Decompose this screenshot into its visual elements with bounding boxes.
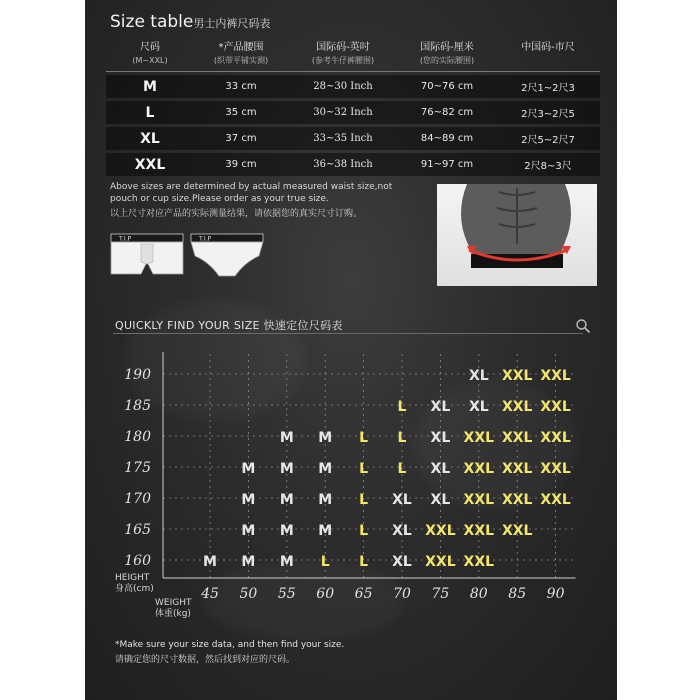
size-cell-mark: M [318,430,333,446]
size-cell-mark: XXL [540,492,571,508]
size-cell-mark: XL [430,461,451,477]
size-cell-mark: XL [430,492,451,508]
title-cn: 男士内裤尺码表 [193,17,271,30]
size-cell: L [145,104,155,121]
size-cell-mark: M [279,461,294,477]
inch-cell: 33~35 Inch [313,133,373,144]
x-tick-label: 80 [469,586,488,602]
x-axis-label: WEIGHT [155,598,192,608]
column-sublabel: (织带平铺实测) [213,56,269,65]
x-tick-label: 60 [316,586,335,602]
size-cell-mark: XXL [425,523,456,539]
column-label: 尺码 [140,42,160,53]
y-tick-label: 165 [124,522,151,538]
cm-cell: 91~97 cm [420,159,474,170]
size-cell-mark: L [359,430,369,446]
chalkboard [85,0,617,700]
x-tick-label: 50 [239,586,258,602]
size-cell: XL [140,130,160,147]
y-tick-label: 180 [124,429,151,445]
x-tick-labels [200,586,565,602]
inch-cell: 30~32 Inch [313,107,373,118]
size-cell-mark: M [279,554,294,570]
cm-cell: 84~89 cm [420,133,474,144]
cm-cell: 70~76 cm [420,81,474,92]
size-cell-mark: L [320,554,330,570]
size-cell: M [143,78,157,95]
svg-text:T.I.P: T.I.P [199,235,212,243]
cm-cell: 76~82 cm [420,107,474,118]
y-tick-labels [124,367,151,569]
x-tick-label: 70 [393,586,411,602]
size-cell-mark: XXL [501,430,533,446]
size-cell-mark: XXL [463,523,495,539]
size-cell-mark: L [397,430,407,446]
size-cell-mark: XXL [463,554,495,570]
size-cell-mark: XXL [501,461,533,477]
y-tick-label: 175 [124,460,151,476]
cn-cell: 2尺5~2尺7 [521,135,575,146]
size-cell-mark: L [397,461,407,477]
size-cell-mark: XL [468,368,489,384]
waist-cell: 39 cm [225,159,257,170]
cn-cell: 2尺3~2尺5 [521,109,575,120]
y-axis-label-cn: 身高(cm) [115,584,154,594]
y-tick-label: 185 [124,398,151,414]
size-cell-mark: XXL [540,368,571,384]
size-grid-chart [85,0,617,700]
size-cell-mark: L [397,399,407,415]
size-cell-mark: M [241,492,256,508]
size-cell-mark: XL [430,399,451,415]
cn-cell: 2尺1~2尺3 [521,83,575,94]
y-axis-label: HEIGHT [115,573,150,583]
column-sublabel: (参考牛仔裤腰围) [311,56,375,65]
x-tick-label: 90 [546,586,565,602]
x-tick-label: 55 [277,586,296,602]
inch-cell: 36~38 Inch [313,159,373,170]
x-axis-label-cn: 体重(kg) [155,609,191,619]
waist-cell: 33 cm [225,81,257,92]
size-cell-mark: XL [430,430,451,446]
size-cell-mark: XXL [501,523,533,539]
size-cell-mark: XXL [540,461,571,477]
waist-cell: 37 cm [225,133,257,144]
column-label: 国际码-厘米 [420,42,474,53]
title-en: Size table [110,12,194,32]
size-cell-mark: M [318,523,333,539]
footer-note-en: *Make sure your size data, and then find your size. [115,640,345,650]
size-cell-mark: M [241,554,256,570]
column-sublabel: (您的实际腰围) [419,56,475,65]
column-sublabel: (M~XXL) [132,56,168,65]
size-cell-mark: XXL [463,461,495,477]
size-cell: XXL [134,156,166,173]
footer-note-cn: 请确定您的尺寸数据，然后找到对应的尺码。 [115,655,296,665]
size-cell-mark: M [279,523,294,539]
size-cell-mark: XL [392,523,412,539]
size-cell-mark: XXL [501,399,533,415]
x-tick-label: 75 [431,586,450,602]
size-note-cn: 以上尺寸对应产品的实际测量结果，请依据您的真实尺寸订购。 [110,209,363,219]
size-cell-mark: XXL [463,492,495,508]
size-cell-mark: L [359,492,369,508]
size-cell-mark: XL [392,554,412,570]
quick-find-title-en: QUICKLY FIND YOUR SIZE [115,319,260,332]
size-cell-mark: M [279,430,294,446]
size-cell-mark: M [318,492,333,508]
size-cell-mark: XXL [501,368,533,384]
x-tick-label: 45 [201,586,219,602]
y-tick-label: 160 [124,553,151,569]
x-tick-label: 65 [354,586,373,602]
size-cell-mark: L [359,461,369,477]
size-cell-mark: XXL [501,492,533,508]
size-cell-mark: XL [392,492,412,508]
cn-cell: 2尺8~3尺 [524,161,572,172]
size-cell-mark: M [241,461,256,477]
y-tick-label: 190 [124,367,151,383]
size-cell-mark: M [318,461,333,477]
size-cell-mark: L [359,523,369,539]
size-note-en: Above sizes are determined by actual measured waist size,not pouch or cup size.Please order as your true size. [110,182,393,204]
size-cell-mark: M [279,492,294,508]
size-cells [203,368,571,570]
inch-cell: 28~30 Inch [313,81,373,92]
size-cell-mark: XL [468,399,489,415]
size-cell-mark: M [203,554,217,570]
size-cell-mark: XXL [540,399,571,415]
size-cell-mark: XXL [540,430,571,446]
column-label: 国际码-英吋 [316,42,370,53]
size-cell-mark: XXL [425,554,456,570]
x-tick-label: 85 [508,586,527,602]
svg-text:T.I.P: T.I.P [119,235,132,243]
column-label: *产品腰围 [218,42,264,53]
y-tick-label: 170 [124,491,151,507]
waist-cell: 35 cm [225,107,257,118]
size-cell-mark: L [359,554,369,570]
size-cell-mark: M [241,523,256,539]
quick-find-title-cn: 快速定位尺码表 [263,319,343,332]
column-label: 中国码-市尺 [521,42,575,53]
size-cell-mark: XXL [463,430,495,446]
